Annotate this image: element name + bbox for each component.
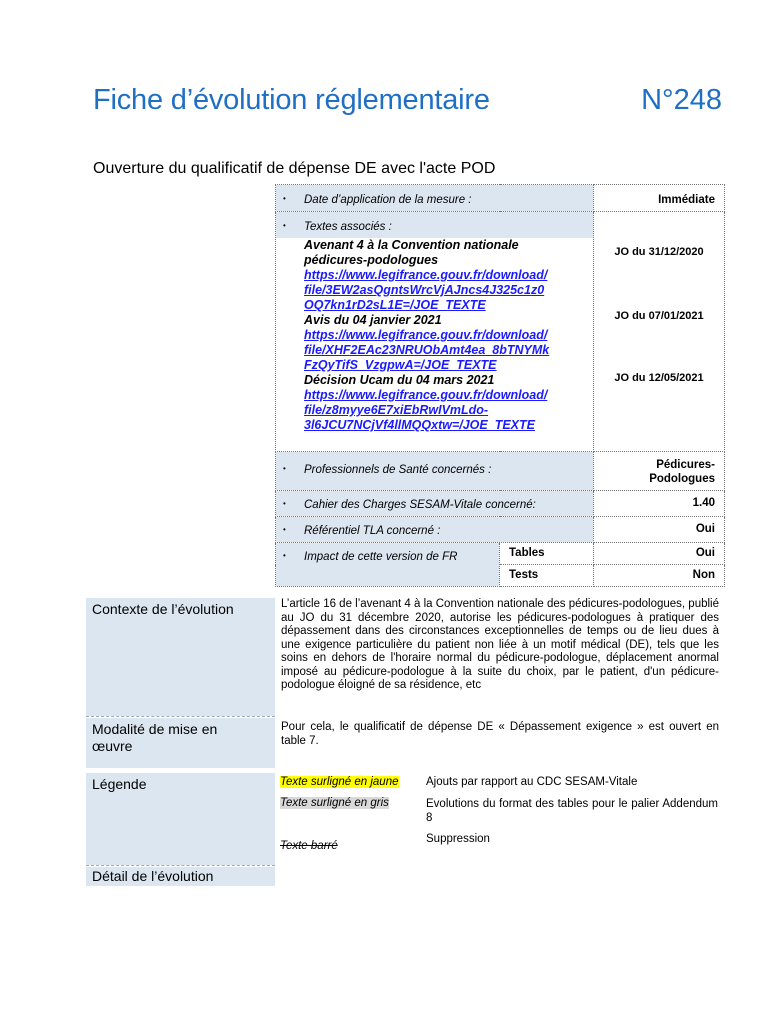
- jo-date: JO du 12/05/2021: [614, 372, 704, 384]
- legend-sample-strike: Texte barré: [280, 840, 338, 852]
- tables-value: Oui: [594, 543, 725, 565]
- contexte-text: L’article 16 de l’avenant 4 à la Convention nationale des pédicures-podologues, publié au JO du 31 décembre 2020, autorise les pédicures-podologues à pratiquer des dépassement dans des circonstances exceptionnelles de temps ou de lieu dues à une exigence particulière du patient non liée à un motif médical (DE), tels que les soins en dehors de l'horaire normal du pédicure-podologue, déplacement anormal imposé au pédicure-podologue à la suite du choix, par le patient, d'un pédicure-podologue éloigné de sa résidence, etc: [281, 598, 719, 691]
- modalite-label-box: Modalité de mise en œuvre: [86, 718, 275, 768]
- bullet-icon: •: [283, 464, 286, 473]
- date-label-cell: [276, 185, 594, 212]
- date-value: Immédiate: [594, 185, 725, 212]
- reference-2: [276, 313, 593, 373]
- jo-date: JO du 07/01/2021: [614, 310, 704, 322]
- legend-desc-yellow: Ajouts par rapport au CDC SESAM-Vitale: [426, 776, 638, 788]
- sheet-number: N°248: [641, 84, 722, 116]
- bullet-icon: •: [283, 194, 286, 203]
- contexte-label-box: [86, 598, 275, 716]
- modalite-text: Pour cela, le qualificatif de dépense DE « Dépassement exigence » est ouvert en table 7.: [281, 721, 719, 747]
- legende-label-box: [86, 773, 275, 865]
- impact-label-cell: [276, 543, 500, 587]
- reference-title: Avenant 4 à la Convention nationale: [304, 238, 519, 252]
- reference-1: [276, 238, 593, 313]
- contexte-label: Contexte de l’évolution: [92, 601, 234, 617]
- bullet-icon: •: [283, 221, 286, 230]
- detail-label: Détail de l’évolution: [92, 868, 214, 884]
- divider: [86, 716, 275, 717]
- texts-cell: [276, 212, 594, 452]
- impact-label: Impact de cette version de FR: [304, 551, 458, 563]
- legend-sample-gray: Texte surligné en gris: [280, 797, 389, 809]
- legende-label: Légende: [92, 776, 147, 792]
- cdc-value: 1.40: [594, 491, 725, 517]
- pros-label: Professionnels de Santé concernés :: [304, 464, 492, 476]
- bullet-icon: •: [283, 551, 286, 560]
- tla-value: Oui: [594, 517, 725, 543]
- tla-label-cell: [276, 517, 594, 543]
- reference-link[interactable]: https://www.legifrance.gouv.fr/download/ file/XHF2EAc23NRUObAmt4ea_8bTNYMk FzQyTifS_VzgpwA=/JOE_TEXTE: [304, 328, 550, 372]
- pros-label-cell: [276, 452, 594, 491]
- divider: [86, 865, 275, 866]
- tables-label: Tables: [500, 543, 594, 565]
- legend-sample-yellow: Texte surligné en jaune: [280, 776, 399, 788]
- reference-title: Avis du 04 janvier 2021: [304, 313, 442, 327]
- reference-3: [276, 373, 593, 433]
- page-subtitle: Ouverture du qualificatif de dépense DE avec l'acte POD: [93, 160, 496, 177]
- reference-link[interactable]: https://www.legifrance.gouv.fr/download/ file/z8myye6E7xiEbRwIVmLdo- 3l6JCU7NCjVf4llMQQxtw=/JOE_TEXTE: [304, 388, 548, 432]
- pros-value: Pédicures- Podologues: [594, 452, 725, 491]
- modalite-label: Modalité de mise en: [92, 721, 218, 737]
- tla-label: Référentiel TLA concerné :: [304, 525, 441, 537]
- jo-dates-cell: [594, 212, 725, 452]
- reference-link[interactable]: https://www.legifrance.gouv.fr/download/ file/3EW2asQgntsWrcVjAJncs4J325c1z0 OQ7kn1rD2sL1E=/JOE_TEXTE: [304, 268, 548, 312]
- jo-date: JO du 31/12/2020: [614, 246, 704, 258]
- page-title: Fiche d’évolution réglementaire: [93, 84, 490, 116]
- cdc-label-cell: [276, 491, 594, 517]
- bullet-icon: •: [283, 525, 286, 534]
- tests-label: Tests: [500, 565, 594, 587]
- date-label: Date d’application de la mesure :: [304, 194, 472, 206]
- legend-desc-gray: Evolutions du format des tables pour le palier Addendum 8: [426, 798, 718, 824]
- reference-title: Décision Ucam du 04 mars 2021: [304, 373, 495, 387]
- info-table: [275, 184, 725, 587]
- bullet-icon: •: [283, 499, 286, 508]
- texts-label: Textes associés :: [304, 221, 392, 233]
- detail-label-box: [86, 867, 275, 886]
- cdc-label: Cahier des Charges SESAM-Vitale concerné:: [304, 499, 536, 511]
- legend-desc-strike: Suppression: [426, 833, 490, 845]
- tests-value: Non: [594, 565, 725, 587]
- reference-title: pédicures-podologues: [304, 253, 439, 267]
